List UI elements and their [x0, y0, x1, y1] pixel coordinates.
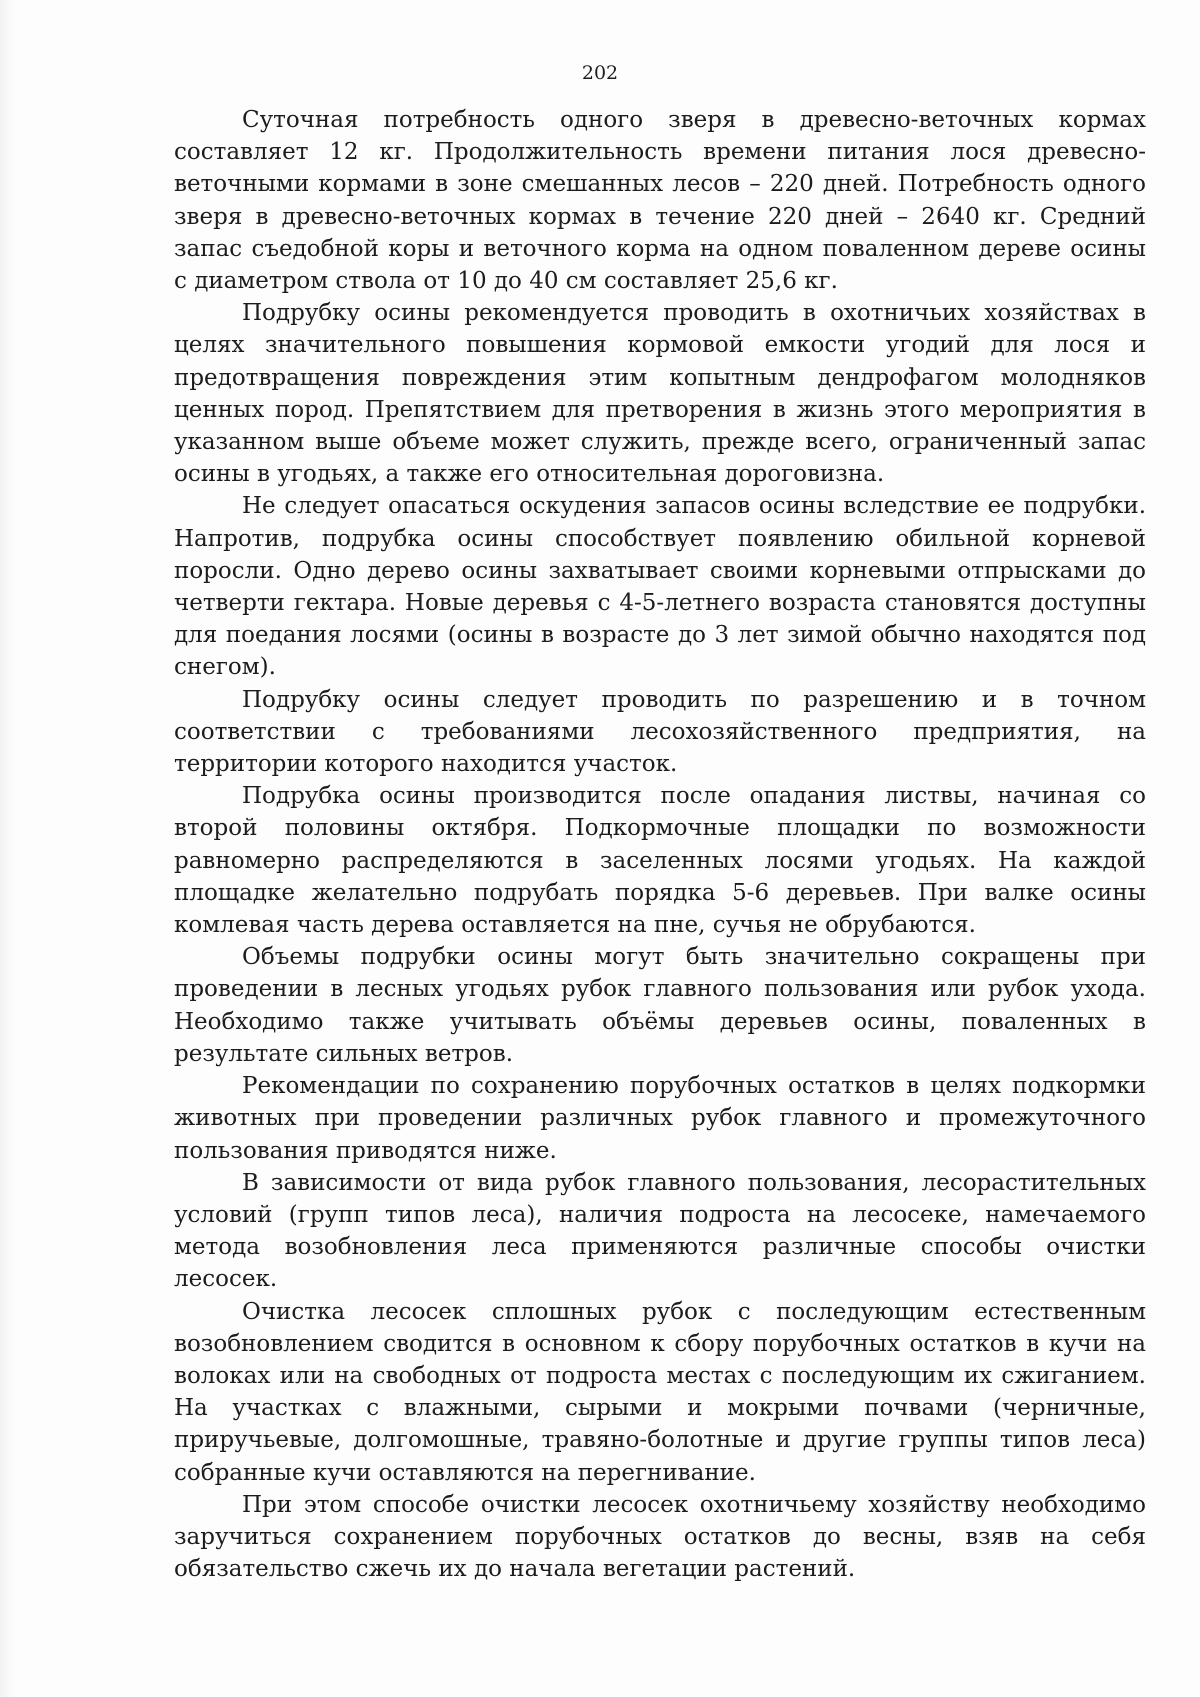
paragraph-aspen-cutting-recommendation: Подрубку осины рекомендуется проводить в охотничьих хозяйствах в целях значительного повышения кормовой емкости угодий для лося и предотвращения повреждения этим копытным дендрофагом молодняков ценных пород. Препятствием для претворения в жизнь этого мероприятия в указанном выше объеме может служить, прежде всего, ограниченный запас осины в угодьях, а также его относительная дороговизна. [174, 300, 1146, 488]
scan-edge [0, 0, 14, 1697]
paragraph-timing: Подрубка осины производится после опадания листвы, начиная со второй половины октября. Подкормочные площадки по возможности равномерно распределяются в заселенных лосями угодьях. На каждой площадке желательно подрубать порядка 5-6 деревьев. При валке осины комлевая часть дерева оставляется на пне, сучья не обрубаются. [174, 783, 1146, 939]
document-body [174, 104, 1146, 1585]
paragraph-cleaning-methods: В зависимости от вида рубок главного пользования, лесорастительных условий (групп типов леса), наличия подроста на лесосеке, намечаемого метода возобновления леса применяются различные способы очистки лесосек. [174, 1169, 1146, 1293]
paragraph-root-sprouts: Не следует опасаться оскудения запасов осины вследствие ее подрубки. Напротив, подрубка осины способствует появлению обильной корневой поросли. Одно дерево осины захватывает своими корневыми отпрысками до четверти гектара. Новые деревья с 4-5-летнего возраста становятся доступны для поедания лосями (осины в возрасте до 3 лет зимой обычно находятся под снегом). [174, 493, 1146, 681]
paragraph-recommendations: Рекомендации по сохранению порубочных остатков в целях подкормки животных при проведении различных рубок главного и промежуточного пользования приводятся ниже. [174, 1073, 1146, 1164]
paragraph-permission: Подрубку осины следует проводить по разрешению и в точном соответствии с требованиями лесохозяйственного предприятия, на территории которого находится участок. [174, 686, 1146, 778]
paragraph-volumes: Объемы подрубки осины могут быть значительно сокращены при проведении в лесных угодьях рубок главного пользования или рубок ухода. Необходимо также учитывать объёмы деревьев осины, поваленных в результате сильных ветров. [174, 944, 1146, 1067]
paragraph-hunting-obligation: При этом способе очистки лесосек охотничьему хозяйству необходимо заручиться сохранением порубочных остатков до весны, взяв на себя обязательство сжечь их до начала вегетации растений. [174, 1491, 1146, 1583]
paragraph-daily-need: Суточная потребность одного зверя в древесно-веточных кормах составляет 12 кг. Продолжительность времени питания лося древесно-веточными кормами в зоне смешанных лесов – 220 дней. Потребность одного зверя в древесно-веточных кормах в течение 220 дней – 2640 кг. Средний запас съедобной коры и веточного корма на одном поваленном дереве осины с диаметром ствола от 10 до 40 см составляет 25,6 кг. [174, 107, 1146, 295]
paragraph-clear-cut-cleaning: Очистка лесосек сплошных рубок с последующим естественным возобновлением сводится в основном к сбору порубочных остатков в кучи на волоках или на свободных от подроста местах с последующим их сжиганием. На участках с влажными, сырыми и мокрыми почвами (черничные, приручьевые, долгомошные, травяно-болотные и другие группы типов леса) собранные кучи оставляются на перегнивание. [174, 1298, 1146, 1486]
page-number: 202 [581, 62, 619, 84]
